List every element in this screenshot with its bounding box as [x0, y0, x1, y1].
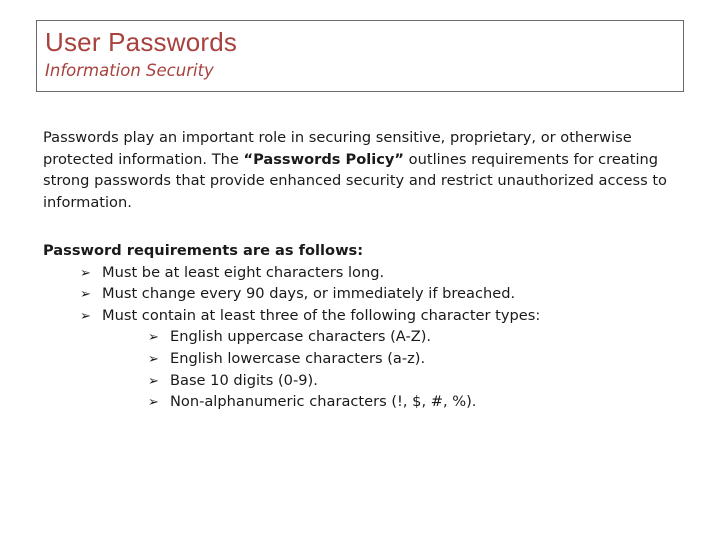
title-box — [36, 20, 684, 92]
intro-paragraph — [43, 127, 683, 214]
arrow-bullet-icon: ➢ — [148, 352, 159, 367]
requirement-text: Must change every 90 days, or immediately if breached. — [102, 285, 516, 302]
arrow-bullet-icon: ➢ — [148, 330, 159, 345]
list-item — [80, 262, 384, 285]
character-type-text: Non-alphanumeric characters (!, $, #, %). — [170, 393, 477, 410]
intro-text-2: outlines requirements for creating strong passwords that provide enhanced security and restrict unauthorized access to information. — [43, 150, 667, 212]
arrow-bullet-icon: ➢ — [148, 374, 159, 389]
slide-subtitle: Information Security — [45, 61, 214, 80]
policy-name: “Passwords Policy” — [243, 150, 405, 168]
arrow-bullet-icon: ➢ — [148, 395, 159, 410]
list-item — [80, 283, 515, 306]
requirements-heading: Password requirements are as follows: — [43, 242, 364, 259]
list-item — [148, 370, 318, 393]
list-item — [148, 391, 476, 414]
character-type-text: Base 10 digits (0-9). — [170, 372, 318, 389]
requirement-text: Must contain at least three of the following character types: — [102, 307, 541, 324]
requirement-text: Must be at least eight characters long. — [102, 264, 385, 281]
list-item — [148, 348, 425, 371]
intro-text-1: Passwords play an important role in securing sensitive, proprietary, or otherwise protected information. The — [43, 129, 632, 168]
character-type-text: English uppercase characters (A-Z). — [170, 328, 432, 345]
slide-title: User Passwords — [45, 27, 238, 57]
arrow-bullet-icon: ➢ — [80, 309, 91, 324]
list-item — [148, 326, 431, 349]
arrow-bullet-icon: ➢ — [80, 266, 91, 281]
arrow-bullet-icon: ➢ — [80, 287, 91, 302]
character-type-text: English lowercase characters (a-z). — [170, 350, 426, 367]
list-item — [80, 305, 540, 328]
